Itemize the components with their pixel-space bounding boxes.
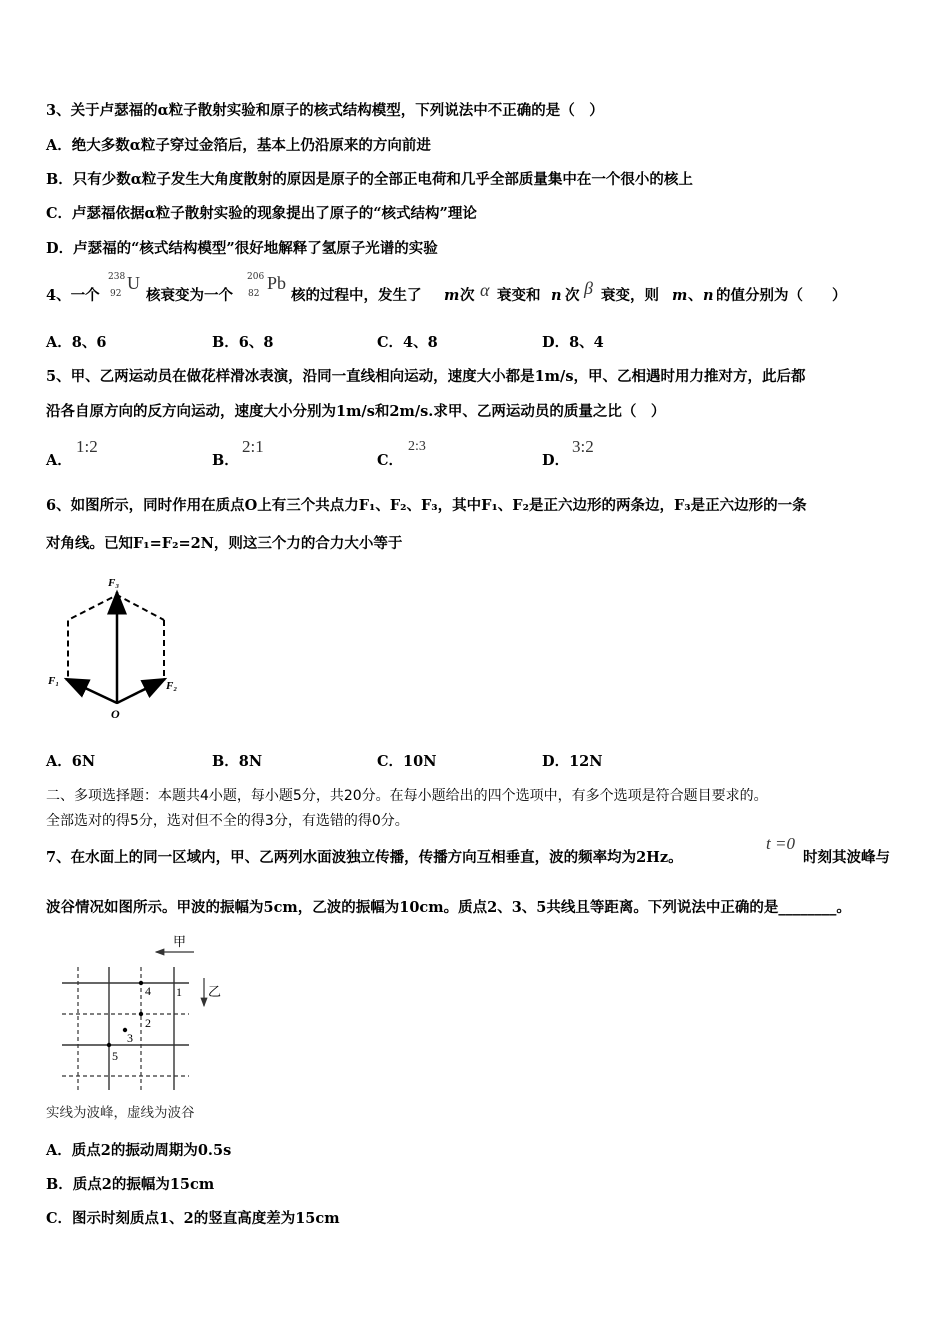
q5-option-d-value: 3:2 bbox=[572, 437, 594, 456]
section2-line-1: 二、多项选择题：本题共4小题，每小题5分，共20分。在每小题给出的四个选项中，有多个选项是符合题目要求的。 bbox=[46, 788, 768, 804]
q4-option-c: C．4、8 bbox=[377, 334, 438, 351]
q5-option-b-label: B． bbox=[212, 452, 239, 469]
point-2-dot bbox=[139, 1012, 143, 1016]
q4-option-b: B．6、8 bbox=[212, 334, 274, 351]
q3-option-a: A．绝大多数α粒子穿过金箔后，基本上仍沿原来的方向前进 bbox=[46, 137, 431, 154]
point-2-label: 2 bbox=[145, 1016, 151, 1030]
point-1-label: 1 bbox=[176, 985, 182, 999]
f1-label: F₁ bbox=[48, 675, 60, 687]
q5-option-c-value: 2:3 bbox=[408, 439, 426, 454]
pb-atomic-number: 82 bbox=[248, 289, 260, 299]
pb-symbol: Pb bbox=[267, 273, 287, 293]
q4-text-8: 的值分别为（ ） bbox=[716, 287, 847, 304]
u-atomic-number: 92 bbox=[110, 289, 122, 299]
q6-option-a: A．6N bbox=[46, 753, 96, 770]
q7-t0: t =0 bbox=[766, 834, 795, 853]
u-mass-number: 238 bbox=[108, 272, 126, 282]
q4-sep: 、 bbox=[688, 287, 703, 304]
q3-stem: 3、关于卢瑟福的α粒子散射实验和原子的核式结构模型，下列说法中不正确的是（ ） bbox=[46, 102, 604, 119]
q4-text-6: 次 bbox=[565, 287, 580, 304]
q5-option-c-label: C． bbox=[377, 452, 404, 469]
q7-option-c: C．图示时刻质点1、2的竖直高度差为15cm bbox=[46, 1210, 340, 1227]
o-label: O bbox=[111, 707, 120, 721]
q7-figure-caption: 实线为波峰，虚线为波谷 bbox=[46, 1105, 195, 1121]
point-4-dot bbox=[139, 981, 143, 985]
q5-option-b-value: 2:1 bbox=[242, 437, 264, 456]
q4-text-1: 4、一个 bbox=[46, 287, 100, 304]
f1-arrow bbox=[66, 679, 117, 703]
q4-m2: m bbox=[672, 287, 688, 304]
yi-label: 乙 bbox=[208, 984, 222, 999]
q6-option-c: C．10N bbox=[377, 753, 437, 770]
q6-option-b: B．8N bbox=[212, 753, 263, 770]
q4-text-2: 核衰变为一个 bbox=[146, 287, 233, 304]
point-3-label: 3 bbox=[127, 1031, 133, 1045]
q4-text-4: 次 bbox=[460, 287, 475, 304]
jia-label: 甲 bbox=[173, 934, 187, 949]
q6-line-1: 6、如图所示，同时作用在质点O上有三个共点力F₁、F₂、F₃，其中F₁、F₂是正六边形的两条边，F₃是正六边形的一条 bbox=[46, 497, 807, 514]
wave-grid-figure bbox=[44, 930, 244, 1095]
q5-option-a-label: A． bbox=[46, 452, 72, 469]
q3-option-d: D．卢瑟福的“核式结构模型”很好地解释了氢原子光谱的实验 bbox=[46, 240, 438, 257]
q5-option-d-label: D． bbox=[542, 452, 570, 469]
q4-m: m bbox=[444, 287, 460, 304]
q4-n: n bbox=[551, 287, 562, 304]
beta-symbol: β bbox=[584, 278, 593, 298]
pb-mass-number: 206 bbox=[247, 272, 265, 282]
point-5-dot bbox=[107, 1043, 111, 1047]
alpha-symbol: α bbox=[480, 280, 490, 300]
q5-line-2: 沿各自原方向的反方向运动，速度大小分别为1m/s和2m/s.求甲、乙两运动员的质量之比（ ） bbox=[46, 403, 666, 420]
section2-line-2: 全部选对的得5分，选对但不全的得3分，有选错的得0分。 bbox=[46, 813, 409, 829]
q6-line-2: 对角线。已知F₁=F₂=2N，则这三个力的合力大小等于 bbox=[46, 535, 403, 552]
q7-option-b: B．质点2的振幅为15cm bbox=[46, 1176, 215, 1193]
hexagon-force-figure bbox=[44, 570, 194, 730]
q3-option-b: B．只有少数α粒子发生大角度散射的原因是原子的全部正电荷和几乎全部质量集中在一个很小的核上 bbox=[46, 171, 693, 188]
q7-line-1a: 7、在水面上的同一区域内，甲、乙两列水面波独立传播，传播方向互相垂直，波的频率均为2Hz。 bbox=[46, 849, 683, 866]
q4-option-d: D．8、4 bbox=[542, 334, 604, 351]
f2-arrow bbox=[117, 679, 165, 703]
q4-n2: n bbox=[703, 287, 714, 304]
q3-option-c: C．卢瑟福依据α粒子散射实验的现象提出了原子的“核式结构”理论 bbox=[46, 205, 477, 222]
point-4-label: 4 bbox=[145, 984, 151, 998]
u-symbol: U bbox=[127, 273, 140, 293]
q7-option-a: A．质点2的振动周期为0.5s bbox=[46, 1142, 232, 1159]
q6-option-d: D．12N bbox=[542, 753, 603, 770]
q4-option-a: A．8、6 bbox=[46, 334, 107, 351]
q5-option-a-value: 1:2 bbox=[76, 437, 98, 456]
q7-line-1b: 时刻其波峰与 bbox=[803, 849, 890, 866]
q5-line-1: 5、甲、乙两运动员在做花样滑冰表演，沿同一直线相向运动，速度大小都是1m/s，甲、乙相遇时用力推对方，此后都 bbox=[46, 368, 806, 385]
q4-text-3: 核的过程中，发生了 bbox=[291, 287, 422, 304]
q4-text-5: 衰变和 bbox=[497, 287, 541, 304]
point-5-label: 5 bbox=[112, 1049, 118, 1063]
f3-label: F₃ bbox=[108, 577, 120, 589]
f2-label: F₂ bbox=[166, 680, 178, 692]
q7-line-2: 波谷情况如图所示。甲波的振幅为5cm，乙波的振幅为10cm。质点2、3、5共线且等距离。下列说法中正确的是________。 bbox=[46, 899, 851, 916]
q4-text-7: 衰变，则 bbox=[601, 287, 659, 304]
